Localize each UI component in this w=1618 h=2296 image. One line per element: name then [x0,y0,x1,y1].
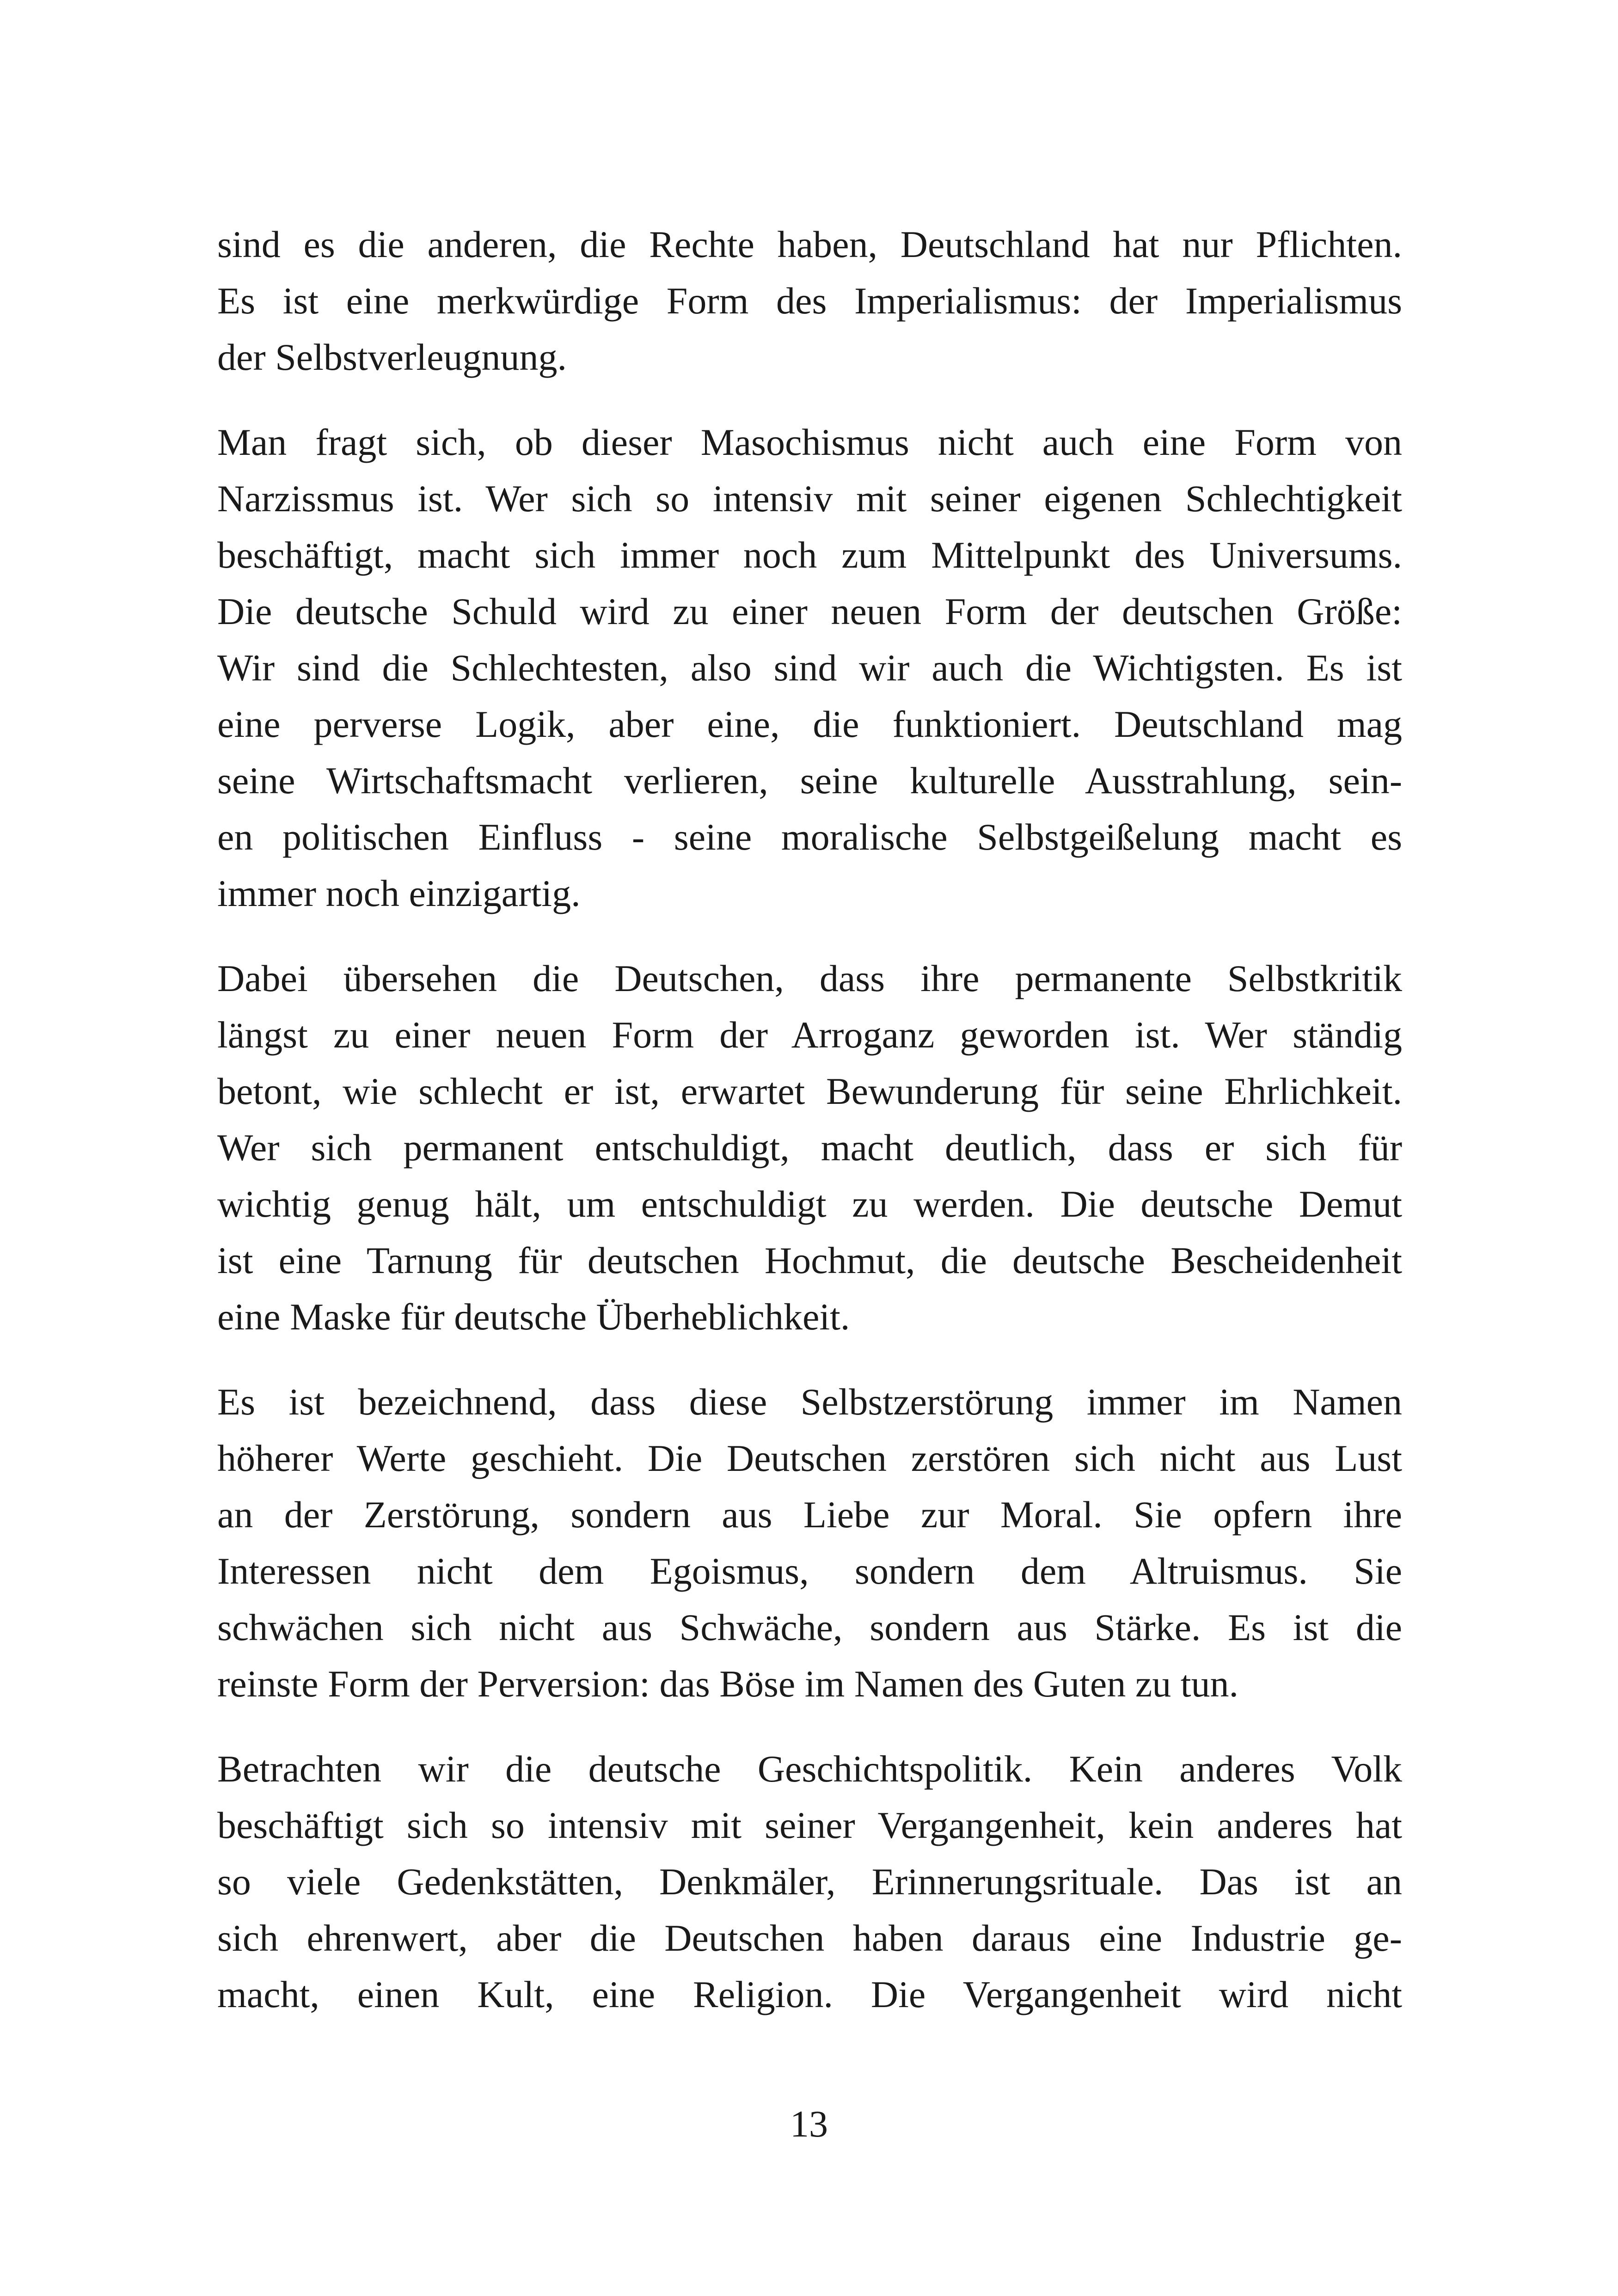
text-line: sind es die anderen, die Rechte haben, Deutschland hat nur Pflichten. [217,223,1402,265]
text-line: Wir sind die Schlechtesten, also sind wir auch die Wichtigsten. Es ist [217,647,1402,689]
paragraph [217,1374,1402,1712]
text-line: seine Wirtschaftsmacht verlieren, seine kulturelle Ausstrahlung, sein- [217,759,1402,802]
text-line: Dabei übersehen die Deutschen, dass ihre permanente Selbstkritik [217,957,1402,999]
text-line: wichtig genug hält, um entschuldigt zu werden. Die deutsche Demut [217,1183,1402,1225]
text-line: Betrachten wir die deutsche Geschichtspolitik. Kein anderes Volk [217,1748,1402,1790]
text-line: Die deutsche Schuld wird zu einer neuen Form der deutschen Größe: [217,590,1402,632]
text-line: Es ist bezeichnend, dass diese Selbstzerstörung immer im Namen [217,1381,1402,1423]
text-line: längst zu einer neuen Form der Arroganz geworden ist. Wer ständig [217,1014,1402,1056]
text-line: beschäftigt sich so intensiv mit seiner Vergangenheit, kein anderes hat [217,1804,1402,1846]
page-number: 13 [790,2103,828,2145]
text-line: so viele Gedenkstätten, Denkmäler, Erinnerungsrituale. Das ist an [217,1861,1402,1903]
text-line: ist eine Tarnung für deutschen Hochmut, die deutsche Bescheidenheit [217,1239,1402,1281]
text-line: an der Zerstörung, sondern aus Liebe zur Moral. Sie opfern ihre [217,1494,1402,1536]
text-line: beschäftigt, macht sich immer noch zum Mittelpunkt des Universums. [217,534,1402,576]
text-line: en politischen Einfluss - seine moralische Selbstgeißelung macht es [217,816,1402,858]
text-line: macht, einen Kult, eine Religion. Die Vergangenheit wird nicht [217,1973,1402,2015]
text-line: eine perverse Logik, aber eine, die funktioniert. Deutschland mag [217,703,1402,745]
body-text [217,216,1402,2051]
paragraph [217,414,1402,922]
text-line: immer noch einzigartig. [217,872,581,914]
text-line: reinste Form der Perversion: das Böse im Namen des Guten zu tun. [217,1663,1238,1705]
text-line: betont, wie schlecht er ist, erwartet Bewunderung für seine Ehrlichkeit. [217,1070,1402,1112]
text-line: sich ehrenwert, aber die Deutschen haben daraus eine Industrie ge- [217,1917,1402,1959]
text-line: Interessen nicht dem Egoismus, sondern dem Altruismus. Sie [217,1550,1402,1592]
text-line: Wer sich permanent entschuldigt, macht deutlich, dass er sich für [217,1127,1402,1169]
text-line: eine Maske für deutsche Überheblichkeit. [217,1296,850,1338]
text-line: Narzissmus ist. Wer sich so intensiv mit seiner eigenen Schlechtigkeit [217,478,1402,520]
paragraph [217,1741,1402,2023]
paragraph [217,216,1402,386]
text-line: schwächen sich nicht aus Schwäche, sondern aus Stärke. Es ist die [217,1606,1402,1648]
text-line: höherer Werte geschieht. Die Deutschen zerstören sich nicht aus Lust [217,1437,1402,1479]
text-line: Man fragt sich, ob dieser Masochismus nicht auch eine Form von [217,421,1402,463]
text-line: der Selbstverleugnung. [217,336,567,378]
text-line: Es ist eine merkwürdige Form des Imperialismus: der Imperialismus [217,280,1402,322]
paragraph [217,950,1402,1345]
